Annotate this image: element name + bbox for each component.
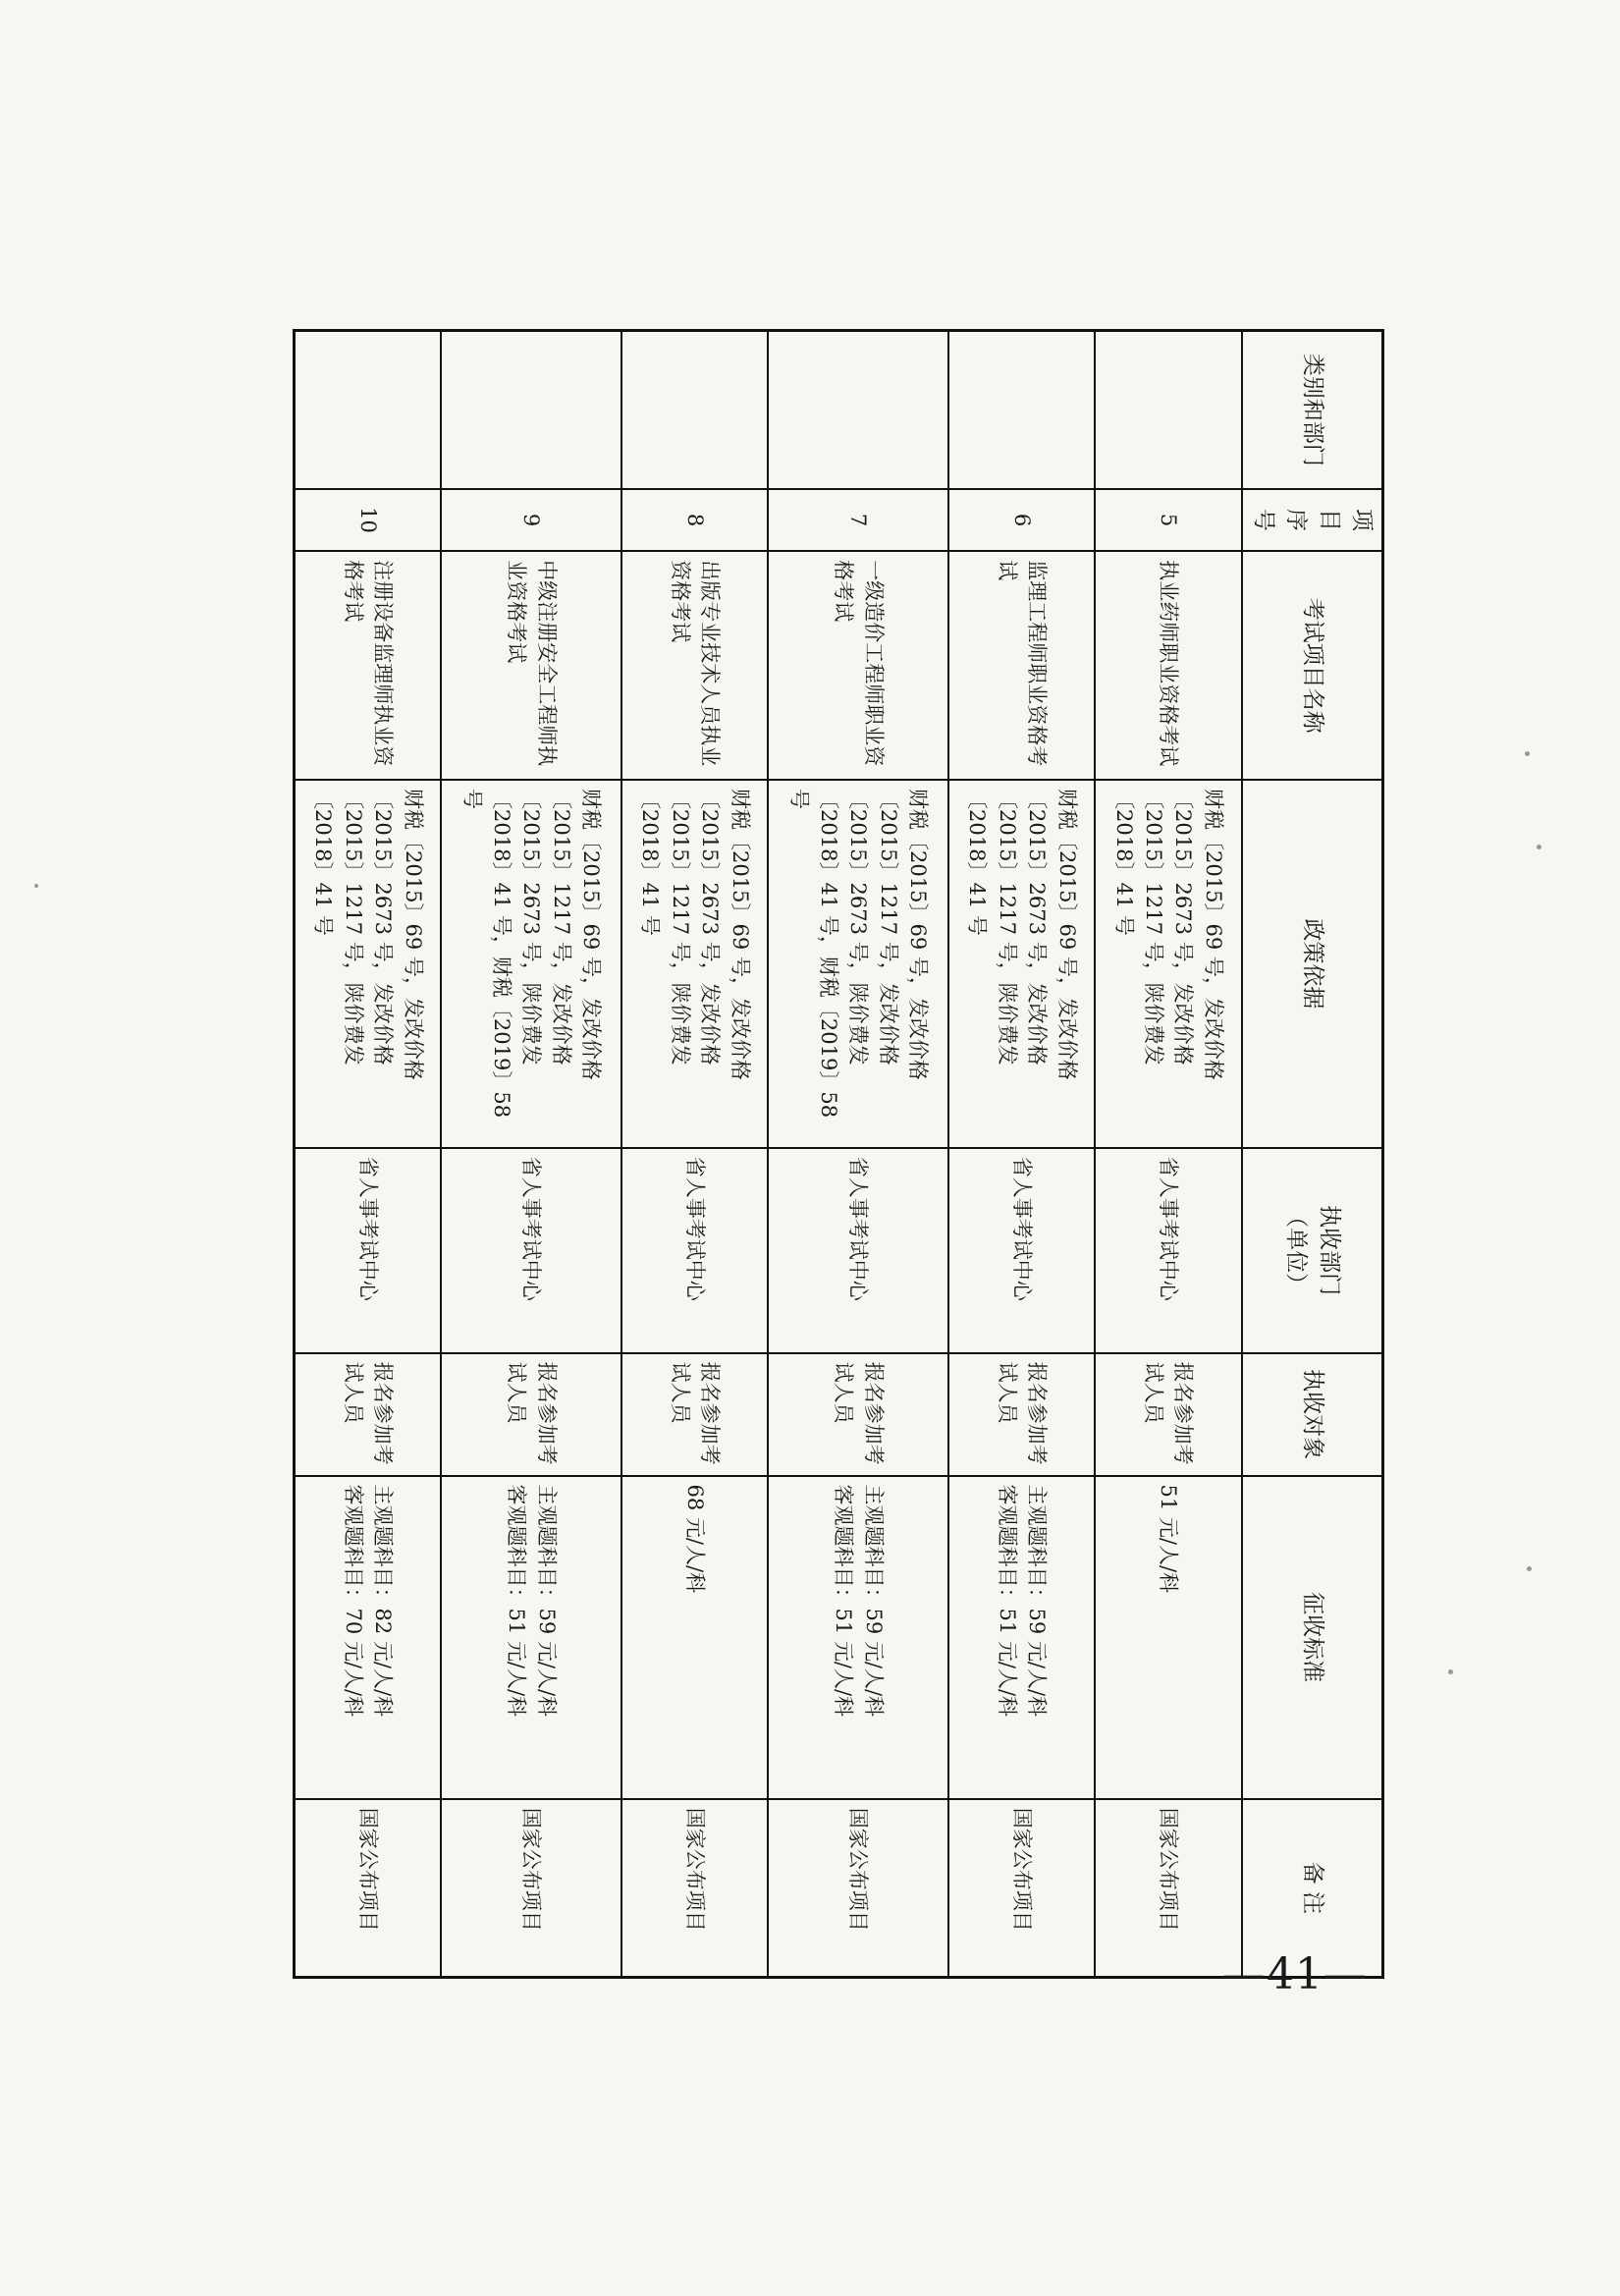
- remark-cell: 国家公布项目: [948, 1799, 1095, 1978]
- target-cell: 报名参加考试人员: [621, 1353, 768, 1476]
- table-row: [1095, 331, 1241, 1978]
- header-category: 类别和部门: [1242, 331, 1383, 489]
- rotated-fee-table: [293, 329, 1384, 1979]
- table-row: [621, 331, 768, 1978]
- category-cell: [1095, 331, 1241, 489]
- name-cell: 中级注册安全工程师执业资格考试: [441, 551, 621, 780]
- category-cell: [295, 331, 442, 489]
- table-row: [948, 331, 1095, 1978]
- dept-cell: 省人事考试中心: [621, 1148, 768, 1353]
- basis-cell: 财税〔2015〕69 号，发改价格〔2015〕2673 号，发改价格〔2015〕1217 号，陕价费发〔2018〕41 号: [621, 780, 768, 1148]
- remark-cell: 国家公布项目: [295, 1799, 442, 1978]
- seq-cell: 9: [441, 489, 621, 552]
- scan-speck: [1537, 845, 1541, 849]
- remark-cell: 国家公布项目: [1095, 1799, 1241, 1978]
- header-seq: 项目 序号: [1242, 489, 1383, 552]
- target-cell: 报名参加考试人员: [1095, 1353, 1241, 1476]
- dept-cell: 省人事考试中心: [1095, 1148, 1241, 1353]
- header-target: 执收对象: [1242, 1353, 1383, 1476]
- page-number: —41—: [1222, 1949, 1368, 1999]
- scan-speck: [1527, 1566, 1532, 1571]
- dept-cell: 省人事考试中心: [948, 1148, 1095, 1353]
- seq-cell: 6: [948, 489, 1095, 552]
- seq-cell: 8: [621, 489, 768, 552]
- basis-cell: 财税〔2015〕69 号，发改价格〔2015〕2673 号，发改价格〔2015〕1217 号，陕价费发〔2018〕41 号: [295, 780, 442, 1148]
- dept-cell: 省人事考试中心: [295, 1148, 442, 1353]
- table-row: [295, 331, 442, 1978]
- name-cell: 监理工程师职业资格考试: [948, 551, 1095, 780]
- name-cell: 一级造价工程师职业资格考试: [768, 551, 948, 780]
- dept-cell: 省人事考试中心: [768, 1148, 948, 1353]
- header-name: 考试项目名称: [1242, 551, 1383, 780]
- standard-cell: 主观题科目：59 元/人/科 客观题科目：51 元/人/科: [948, 1476, 1095, 1799]
- target-cell: 报名参加考试人员: [295, 1353, 442, 1476]
- target-cell: 报名参加考试人员: [948, 1353, 1095, 1476]
- header-standard: 征收标准: [1242, 1476, 1383, 1799]
- exam-fee-table: [293, 329, 1384, 1979]
- category-cell: [441, 331, 621, 489]
- basis-cell: 财税〔2015〕69 号，发改价格〔2015〕2673 号，发改价格〔2015〕1217 号，陕价费发〔2018〕41 号: [948, 780, 1095, 1148]
- header-remark: 备 注: [1242, 1799, 1383, 1978]
- seq-cell: 7: [768, 489, 948, 552]
- basis-cell: 财税〔2015〕69 号，发改价格〔2015〕1217 号，发改价格〔2015〕2673 号，陕价费发〔2018〕41 号，财税〔2019〕58 号: [441, 780, 621, 1148]
- scan-speck: [1525, 751, 1530, 756]
- standard-cell: 主观题科目：82 元/人/科 客观题科目：70 元/人/科: [295, 1476, 442, 1799]
- basis-cell: 财税〔2015〕69 号，发改价格〔2015〕2673 号，发改价格〔2015〕1217 号，陕价费发〔2018〕41 号: [1095, 780, 1241, 1148]
- standard-cell: 68 元/人/科: [621, 1476, 768, 1799]
- standard-cell: 主观题科目：59 元/人/科 客观题科目：51 元/人/科: [441, 1476, 621, 1799]
- dept-cell: 省人事考试中心: [441, 1148, 621, 1353]
- remark-cell: 国家公布项目: [621, 1799, 768, 1978]
- remark-cell: 国家公布项目: [441, 1799, 621, 1978]
- category-cell: [768, 331, 948, 489]
- standard-cell: 主观题科目：59 元/人/科 客观题科目：51 元/人/科: [768, 1476, 948, 1799]
- remark-cell: 国家公布项目: [768, 1799, 948, 1978]
- name-cell: 出版专业技术人员执业资格考试: [621, 551, 768, 780]
- table-header-row: [1242, 331, 1383, 1978]
- seq-cell: 5: [1095, 489, 1241, 552]
- target-cell: 报名参加考试人员: [441, 1353, 621, 1476]
- header-basis: 政策依据: [1242, 780, 1383, 1148]
- scan-speck: [1448, 1669, 1453, 1674]
- category-cell: [621, 331, 768, 489]
- seq-cell: 10: [295, 489, 442, 552]
- scan-speck: [34, 884, 38, 888]
- standard-cell: 51 元/人/科: [1095, 1476, 1241, 1799]
- table-row: [441, 331, 621, 1978]
- header-dept: 执收部门 （单位）: [1242, 1148, 1383, 1353]
- target-cell: 报名参加考试人员: [768, 1353, 948, 1476]
- name-cell: 执业药师职业资格考试: [1095, 551, 1241, 780]
- category-cell: [948, 331, 1095, 489]
- table-row: [768, 331, 948, 1978]
- basis-cell: 财税〔2015〕69 号，发改价格〔2015〕1217 号，发改价格〔2015〕2673 号，陕价费发〔2018〕41 号，财税〔2019〕58 号: [768, 780, 948, 1148]
- name-cell: 注册设备监理师执业资格考试: [295, 551, 442, 780]
